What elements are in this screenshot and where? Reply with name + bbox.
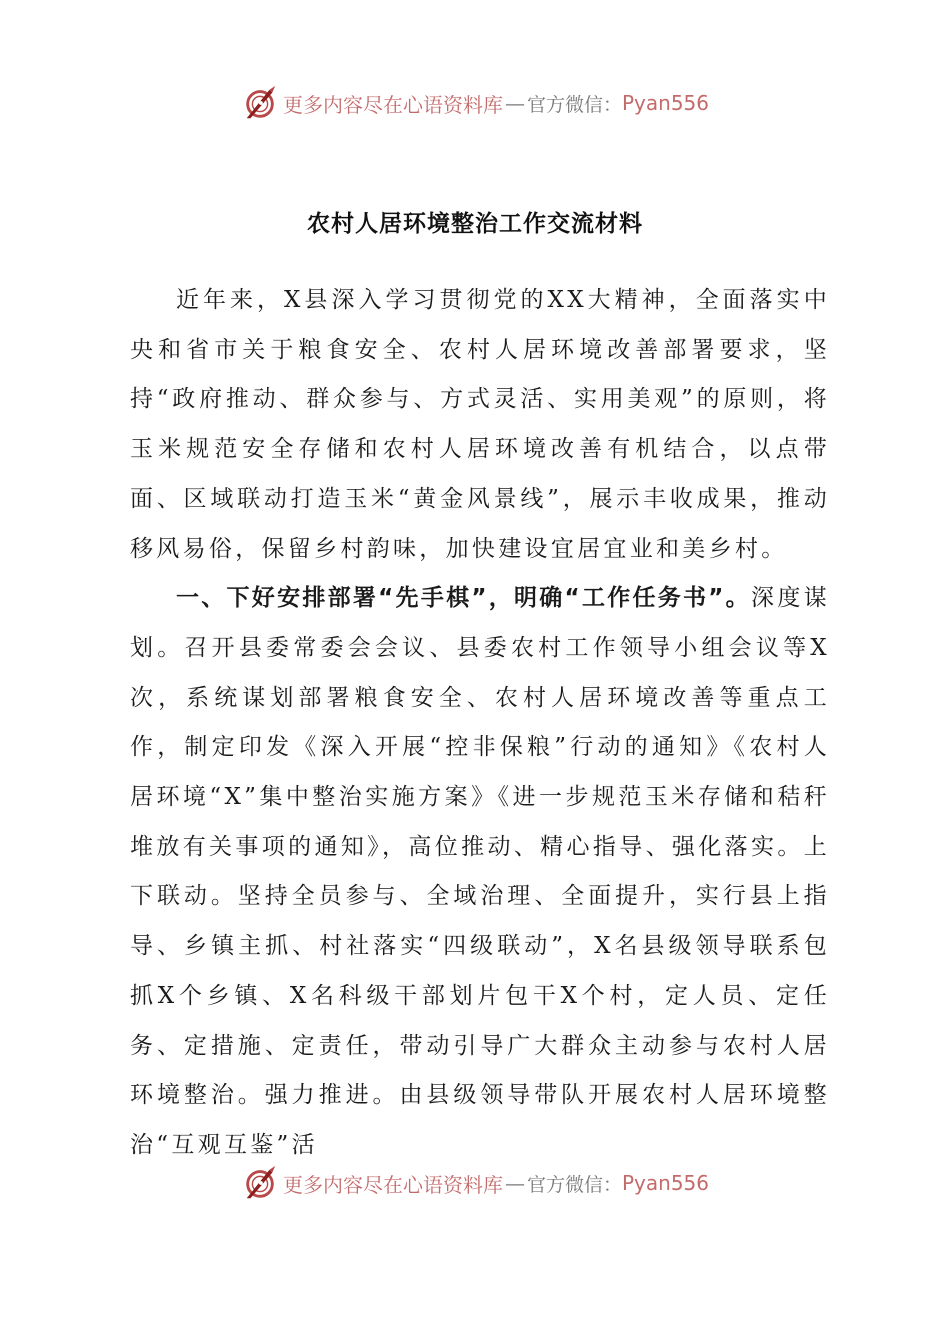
banner-separator: — [504, 91, 525, 115]
footer-banner [0, 1160, 950, 1206]
document-body [130, 276, 830, 1171]
banner-separator: — [504, 1171, 525, 1195]
section-1-paragraph [130, 574, 830, 1170]
banner-wechat-id: Pyan556 [622, 1171, 710, 1195]
section-1-heading: 一、下好安排部署“先手棋”，明确“工作任务书”。 [176, 585, 751, 612]
banner-wechat-label: 官方微信： [526, 1173, 622, 1196]
banner-wechat-label: 官方微信： [526, 93, 622, 116]
header-banner [0, 80, 950, 126]
banner-wechat-id: Pyan556 [622, 91, 710, 115]
quill-pen-logo-icon [241, 84, 279, 122]
intro-paragraph: 近年来，X县深入学习贯彻党的XX大精神，全面落实中央和省市关于粮食安全、农村人居环境改善部署要求，坚持“政府推动、群众参与、方式灵活、实用美观”的原则，将玉米规范安全存储和农村人居环境改善有机结合，以点带面、区域联动打造玉米“黄金风景线”，展示丰收成果，推动移风易俗，保留乡村韵味，加快建设宜居宜业和美乡村。 [130, 287, 830, 562]
quill-pen-logo-icon [241, 1164, 279, 1202]
document-title: 农村人居环境整治工作交流材料 [307, 211, 643, 237]
banner-main-text: 更多内容尽在心语资料库 [282, 1172, 503, 1197]
banner-main-text: 更多内容尽在心语资料库 [282, 92, 503, 117]
section-1-body: 深度谋划。召开县委常委会会议、县委农村工作领导小组会议等X次，系统谋划部署粮食安全、农村人居环境改善等重点工作，制定印发《深入开展“控非保粮”行动的通知》《农村人居环境“X”集中整治实施方案》《进一步规范玉米存储和秸秆堆放有关事项的通知》，高位推动、精心指导、强化落实。上下联动。坚持全员参与、全域治理、全面提升，实行县上指导、乡镇主抓、村社落实“四级联动”，X名县级领导联系包抓X个乡镇、X名科级干部划片包干X个村，定人员、定任务、定措施、定责任，带动引导广大群众主动参与农村人居环境整治。强力推进。由县级领导带队开展农村人居环境整治“互观互鉴”活 [130, 585, 830, 1158]
